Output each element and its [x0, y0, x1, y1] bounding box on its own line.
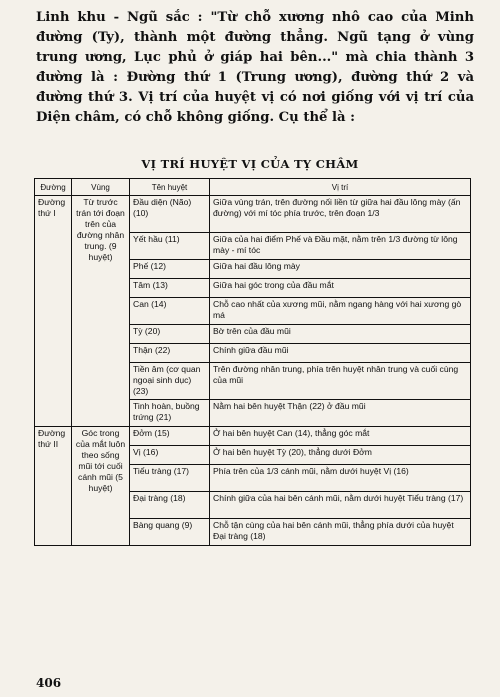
page-number: 406 — [36, 676, 62, 690]
point-name: Thận (22) — [130, 344, 210, 363]
point-position: Phía trên của 1/3 cánh mũi, nằm dưới huyệt Vị (16) — [210, 465, 471, 492]
point-position: Nằm hai bên huyệt Thận (22) ở đầu mũi — [210, 400, 471, 427]
intro-paragraph: Linh khu - Ngũ sắc : "Từ chỗ xương nhô cao của Minh đường (Ty), thành một đường thẳng. Ngũ tạng ở vùng trung ương, Lục phủ ở giáp hai bên..." mà chia thành 3 đường là : Đường thứ 1 (Trung ương), đường thứ 2 và đường thứ 3. Vị trí của huyệt vị có nơi giống với vị trí của Diện châm, có chỗ không giống. Cụ thể là : — [36, 10, 474, 125]
point-name: Phế (12) — [130, 260, 210, 279]
duong-cell: Đường thứ I — [35, 196, 72, 427]
point-name: Đởm (15) — [130, 427, 210, 446]
header-duong: Đường — [35, 179, 72, 196]
point-name: Đại tràng (18) — [130, 492, 210, 519]
table-row — [35, 427, 471, 446]
point-name: Tỳ (20) — [130, 325, 210, 344]
point-name: Tinh hoàn, buồng trứng (21) — [130, 400, 210, 427]
table-header-row — [35, 179, 471, 196]
point-position: Chính giữa của hai bên cánh mũi, nằm dưới huyệt Tiểu tràng (17) — [210, 492, 471, 519]
point-position: Ở hai bên huyệt Tỳ (20), thẳng dưới Đởm — [210, 446, 471, 465]
point-position: Chỗ tận cùng của hai bên cánh mũi, thẳng phía dưới của huyệt Đại tràng (18) — [210, 519, 471, 546]
point-name: Đầu diện (Não) (10) — [130, 196, 210, 233]
point-position: Chỗ cao nhất của xương mũi, nằm ngang hàng với hai xương gò má — [210, 298, 471, 325]
point-name: Tâm (13) — [130, 279, 210, 298]
header-vi-tri: Vị trí — [210, 179, 471, 196]
point-position: Giữa hai đầu lông mày — [210, 260, 471, 279]
table-row — [35, 196, 471, 233]
point-position: Chính giữa đầu mũi — [210, 344, 471, 363]
point-position: Giữa hai góc trong của đầu mắt — [210, 279, 471, 298]
vung-cell: Góc trong của mắt luôn theo sống mũi tới cuối cánh mũi (5 huyệt) — [72, 427, 130, 546]
point-position: Ở hai bên huyệt Can (14), thẳng góc mắt — [210, 427, 471, 446]
point-position: Trên đường nhân trung, phía trên huyệt nhân trung và cuối cùng của mũi — [210, 363, 471, 400]
point-name: Tiểu tràng (17) — [130, 465, 210, 492]
point-name: Yết hầu (11) — [130, 233, 210, 260]
duong-cell: Đường thứ II — [35, 427, 72, 546]
point-name: Can (14) — [130, 298, 210, 325]
point-position: Bờ trên của đầu mũi — [210, 325, 471, 344]
point-position: Giữa của hai điểm Phế và Đầu mặt, nằm trên 1/3 đường từ lông mày - mí tóc — [210, 233, 471, 260]
vung-cell: Từ trước trán tới đoạn trên của đường nhân trung. (9 huyệt) — [72, 196, 130, 427]
point-name: Bàng quang (9) — [130, 519, 210, 546]
header-vung: Vùng — [72, 179, 130, 196]
point-name: Tiền âm (cơ quan ngoại sinh dục) (23) — [130, 363, 210, 400]
point-position: Giữa vùng trán, trên đường nối liền từ giữa hai đầu lông mày (ấn đường) với mí tóc phía trước, trên đoạn 1/3 — [210, 196, 471, 233]
table-title: VỊ TRÍ HUYỆT VỊ CỦA TỴ CHÂM — [141, 157, 359, 171]
header-ten-huyet: Tên huyệt — [130, 179, 210, 196]
intro-text — [36, 8, 474, 128]
acupoint-table — [34, 178, 471, 546]
point-name: Vị (16) — [130, 446, 210, 465]
